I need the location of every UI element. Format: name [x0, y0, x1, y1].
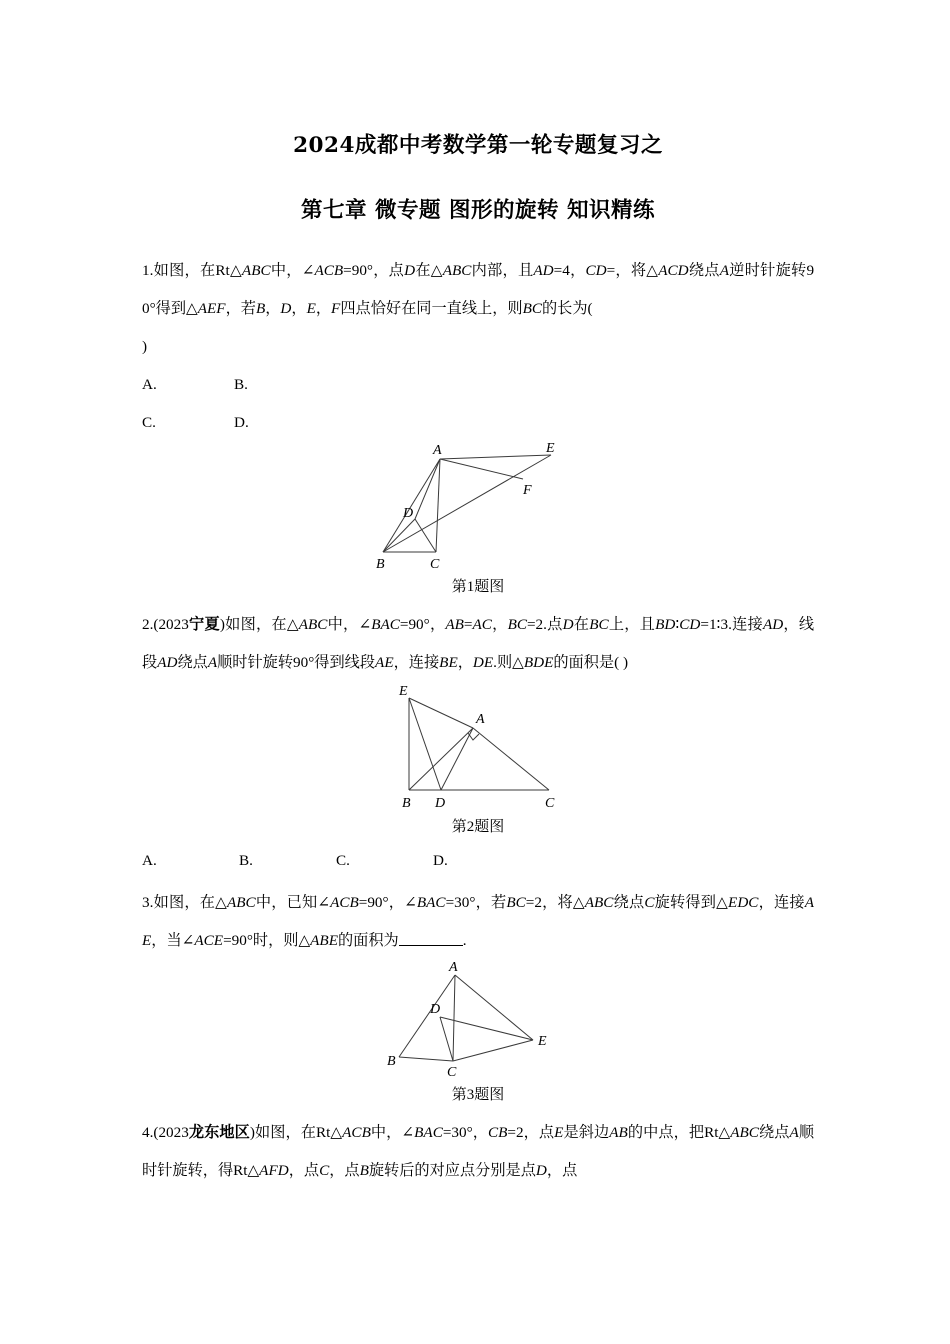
q2-option-a[interactable]: A. [142, 852, 157, 869]
q3-triangle-abc: △ABC [215, 894, 256, 911]
q2-point-d: D [562, 616, 574, 633]
q3-seg-4: =2，将 [525, 894, 573, 911]
fig2-label-B: B [402, 796, 411, 811]
q1-line2-bc: BC [522, 300, 542, 317]
q2-de: DE [472, 654, 494, 671]
fig1-segment-AE [440, 455, 551, 459]
q4-line2-seg-4: ，点 [329, 1162, 360, 1179]
fig1-segment-DB [383, 519, 415, 552]
question-3-text [142, 884, 814, 960]
q1-line2-f: F [331, 300, 341, 317]
question-1-options-row-2 [142, 404, 814, 442]
q1-ad-value: =4， [553, 262, 586, 279]
fig3-label-A: A [449, 960, 458, 975]
q4-line2-seg-3: ，点 [288, 1162, 320, 1179]
q1-seg-3: =90°，点 [343, 262, 405, 279]
question-2-options-row [142, 842, 814, 880]
q1-option-b[interactable]: B. [234, 376, 248, 393]
q2-ae: AE [375, 654, 394, 671]
q2-option-c[interactable]: C. [336, 852, 350, 869]
q4-triangle-acb: △ACB [330, 1124, 371, 1141]
q2-ac: AC [472, 616, 492, 633]
q3-triangle-edc: △EDC [716, 894, 759, 911]
fig1-label-B: B [376, 557, 385, 572]
figure-3 [142, 960, 814, 1110]
fig2-segment-ED [409, 698, 441, 790]
q3-seg-2: =90°，∠ [358, 894, 417, 911]
q1-cd-value: =，将 [606, 262, 647, 279]
q4-line2-rt: Rt [704, 1124, 719, 1141]
fig2-label-A: A [476, 712, 485, 727]
q3-line2-seg-4: 的面积为 [337, 932, 399, 949]
q2-seg-7: 上，且 [608, 616, 656, 633]
fig2-label-C: C [545, 796, 555, 811]
q2-triangle-bde: △BDE [512, 654, 554, 671]
q2-seg-3: = [463, 616, 473, 633]
fig1-label-E: E [546, 442, 555, 456]
fig3-segment-AC [453, 975, 455, 1061]
fig1-label-F: F [523, 483, 532, 498]
q1-rt: Rt [215, 262, 230, 279]
q2-triangle-abc: △ABC [286, 616, 328, 633]
q1-line2-seg-1: 绕点 [688, 262, 720, 279]
fig3-segment-AB [399, 975, 455, 1057]
figure-2-drawing [373, 682, 583, 812]
q4-ab: AB [609, 1124, 628, 1141]
fig1-label-D: D [403, 506, 414, 521]
q4-line2-triangle-afd: △AFD [247, 1162, 289, 1179]
q2-seg-4: ， [491, 616, 508, 633]
q4-rt: Rt [316, 1124, 331, 1141]
q2-line3-seg: 的面积是( ) [553, 654, 629, 671]
q1-option-c[interactable]: C. [142, 414, 156, 431]
q2-bc: BC [507, 616, 527, 633]
question-1-options-row-1 [142, 366, 814, 404]
q4-line2-rt-2: Rt [233, 1162, 248, 1179]
q3-ae: AE [142, 894, 815, 949]
q2-ad: AD [762, 616, 784, 633]
document-title-line-2: 第七章 微专题 图形的旋转 知识精练 [301, 198, 655, 223]
q3-line2-seg-5: . [462, 932, 467, 949]
q4-line2-b: B [359, 1162, 369, 1179]
figure-1-drawing [363, 442, 593, 572]
q2-bc-2: BC [589, 616, 609, 633]
q2-line2-seg-8: .则 [493, 654, 513, 671]
q4-line2-seg-2: 顺时针旋转，得 [142, 1124, 815, 1179]
q1-line2-d: D [280, 300, 292, 317]
q1-triangle-acd: △ACD [646, 262, 689, 279]
figure-1-caption: 第1题图 [451, 579, 505, 595]
q1-seg-4: 在 [415, 262, 431, 279]
q2-bac: BAC [371, 616, 400, 633]
q3-line2-seg-2: ，当∠ [151, 932, 195, 949]
q3-answer-blank[interactable] [399, 931, 463, 946]
q2-seg-2: =90°， [399, 616, 446, 633]
q1-comma-3: ， [315, 300, 332, 317]
q4-cb: CB [487, 1124, 508, 1141]
q4-point-e: E [554, 1124, 564, 1141]
q2-bd: BD [655, 616, 676, 633]
q3-triangle-abc-2: △ABC [572, 894, 614, 911]
q3-line2-seg-1: ，连接 [758, 894, 805, 911]
q2-ab: AB [445, 616, 464, 633]
q2-line2-seg-4: 绕点 [177, 654, 208, 671]
q1-seg-2: 中，∠ [270, 262, 315, 279]
q3-seg-3: =30°，若 [445, 894, 507, 911]
fig3-label-D: D [430, 1002, 441, 1017]
q1-line2-seg-4: 四点恰好在同一直线上，则 [340, 300, 523, 317]
page-content [142, 0, 814, 1190]
q2-line2-seg-7: ， [457, 654, 473, 671]
q4-line2-seg-0: 把 [688, 1124, 705, 1141]
q1-ad: AD [533, 262, 554, 279]
figure-2 [142, 682, 814, 842]
figure-2-caption: 第2题图 [451, 819, 505, 835]
q2-prefix: 2.(2023 [142, 616, 189, 633]
q1-comma-2: ， [291, 300, 307, 317]
q4-line2-seg-6: ，点 [546, 1162, 578, 1179]
q4-region: 龙东地区 [188, 1124, 250, 1141]
q3-seg-1: 中，已知∠ [255, 894, 331, 911]
figure-3-caption: 第3题图 [451, 1087, 505, 1103]
fig1-segment-AC [436, 459, 440, 552]
q3-ace: ACE [194, 932, 224, 949]
q1-triangle-aef: △AEF [186, 300, 226, 317]
fig1-label-A: A [433, 443, 442, 458]
q2-seg-6: 在 [573, 616, 590, 633]
q3-point-c: C [644, 894, 655, 911]
q4-seg-5: 的中点， [627, 1124, 689, 1141]
q1-line2-seg-5: 的长为( [541, 300, 593, 317]
q3-seg-0: 3.如图，在 [142, 894, 216, 911]
figure-1 [142, 442, 814, 602]
q1-seg-5: 内部，且 [471, 262, 534, 279]
q2-line2-seg-3: ，线段 [142, 616, 815, 671]
fig3-label-C: C [447, 1065, 457, 1080]
fig3-segment-BC [399, 1057, 453, 1061]
q1-comma-1: ， [265, 300, 281, 317]
q2-ratio-colon-1: ∶ [675, 616, 680, 633]
q2-seg-5: =2.点 [526, 616, 563, 633]
q3-acb: ACB [330, 894, 359, 911]
q2-option-d[interactable]: D. [433, 852, 448, 869]
fig1-segment-BE-line [383, 455, 551, 552]
q2-be: BE [439, 654, 458, 671]
document-title-line-1: 2024成都中考数学第一轮专题复习之 [293, 133, 663, 158]
question-1-text [142, 252, 814, 366]
q2-option-b[interactable]: B. [239, 852, 253, 869]
q2-seg-1: 中，∠ [327, 616, 372, 633]
q4-line2-d: D [535, 1162, 547, 1179]
q3-line2-seg-3: =90°时，则 [223, 932, 299, 949]
q2-ratio-value: =1∶3.连接 [700, 616, 763, 633]
q1-triangle-abc: △ABC [229, 262, 271, 279]
q1-acb: ACB [314, 262, 344, 279]
fig1-label-C: C [430, 557, 440, 572]
fig2-segment-AB [409, 728, 473, 790]
q1-option-a[interactable]: A. [142, 376, 157, 393]
q3-seg-6: 旋转 [654, 894, 686, 911]
q4-seg-3: =2，点 [507, 1124, 555, 1141]
q4-line2-triangle-abc: △ABC [718, 1124, 759, 1141]
fig1-segment-AF [440, 459, 523, 479]
q1-seg-1: 1.如图，在 [142, 262, 216, 279]
q1-line2-e: E [306, 300, 316, 317]
question-4-text [142, 1114, 814, 1190]
fig2-label-E: E [399, 684, 408, 699]
q1-option-d[interactable]: D. [234, 414, 249, 431]
q3-bc: BC [506, 894, 526, 911]
fig1-segment-AD [415, 459, 440, 519]
q4-seg-1: 中，∠ [370, 1124, 415, 1141]
q2-point-a: A [207, 654, 218, 671]
q1-line2-seg-2: 逆时针旋转90°得到 [142, 262, 815, 317]
fig2-segment-AE [409, 698, 473, 728]
q1-line2-a: A [719, 262, 730, 279]
q3-triangle-abe: △ABE [298, 932, 338, 949]
q3-seg-5: 绕点 [613, 894, 645, 911]
q3-bac: BAC [416, 894, 446, 911]
fig2-segment-AC [473, 728, 549, 790]
q4-seg-4: 是斜边 [563, 1124, 610, 1141]
fig1-segment-DC [415, 519, 436, 552]
q2-ad-2: AD [157, 654, 178, 671]
q2-prefix-end: )如图，在 [219, 616, 287, 633]
q3-line2-seg-0: 得到 [685, 894, 717, 911]
figure-3-drawing [373, 960, 583, 1080]
q2-line2-seg-6: ，连接 [393, 654, 440, 671]
q2-cd: CD [679, 616, 701, 633]
fig2-segment-AD [441, 728, 473, 790]
fig3-segment-DC [440, 1017, 453, 1061]
fig2-label-D: D [435, 796, 446, 811]
q4-line2-seg-1: 绕点 [758, 1124, 790, 1141]
q4-line2-seg-5: 旋转后的对应点分别是点 [368, 1162, 536, 1179]
q1-point-d: D [404, 262, 416, 279]
fig3-segment-CE [453, 1040, 533, 1061]
q2-line2-seg-5: 顺时针旋转90°得到线段 [217, 654, 376, 671]
q4-prefix: 4.(2023 [142, 1124, 189, 1141]
question-2-text [142, 606, 814, 682]
q1-line2-b: B [255, 300, 266, 317]
q1-line2-seg-3: ，若 [225, 300, 256, 317]
q4-seg-2: =30°， [442, 1124, 488, 1141]
q4-bac: BAC [414, 1124, 443, 1141]
q1-line3: ) [142, 338, 148, 355]
q4-line2-c: C [319, 1162, 330, 1179]
q2-region: 宁夏 [188, 616, 220, 633]
fig3-label-E: E [538, 1034, 547, 1049]
q1-cd: CD [585, 262, 607, 279]
q4-prefix-end: )如图，在 [249, 1124, 316, 1141]
q1-triangle-abc-2: △ABC [430, 262, 472, 279]
q4-line2-a: A [789, 1124, 799, 1141]
fig3-label-B: B [387, 1054, 396, 1069]
